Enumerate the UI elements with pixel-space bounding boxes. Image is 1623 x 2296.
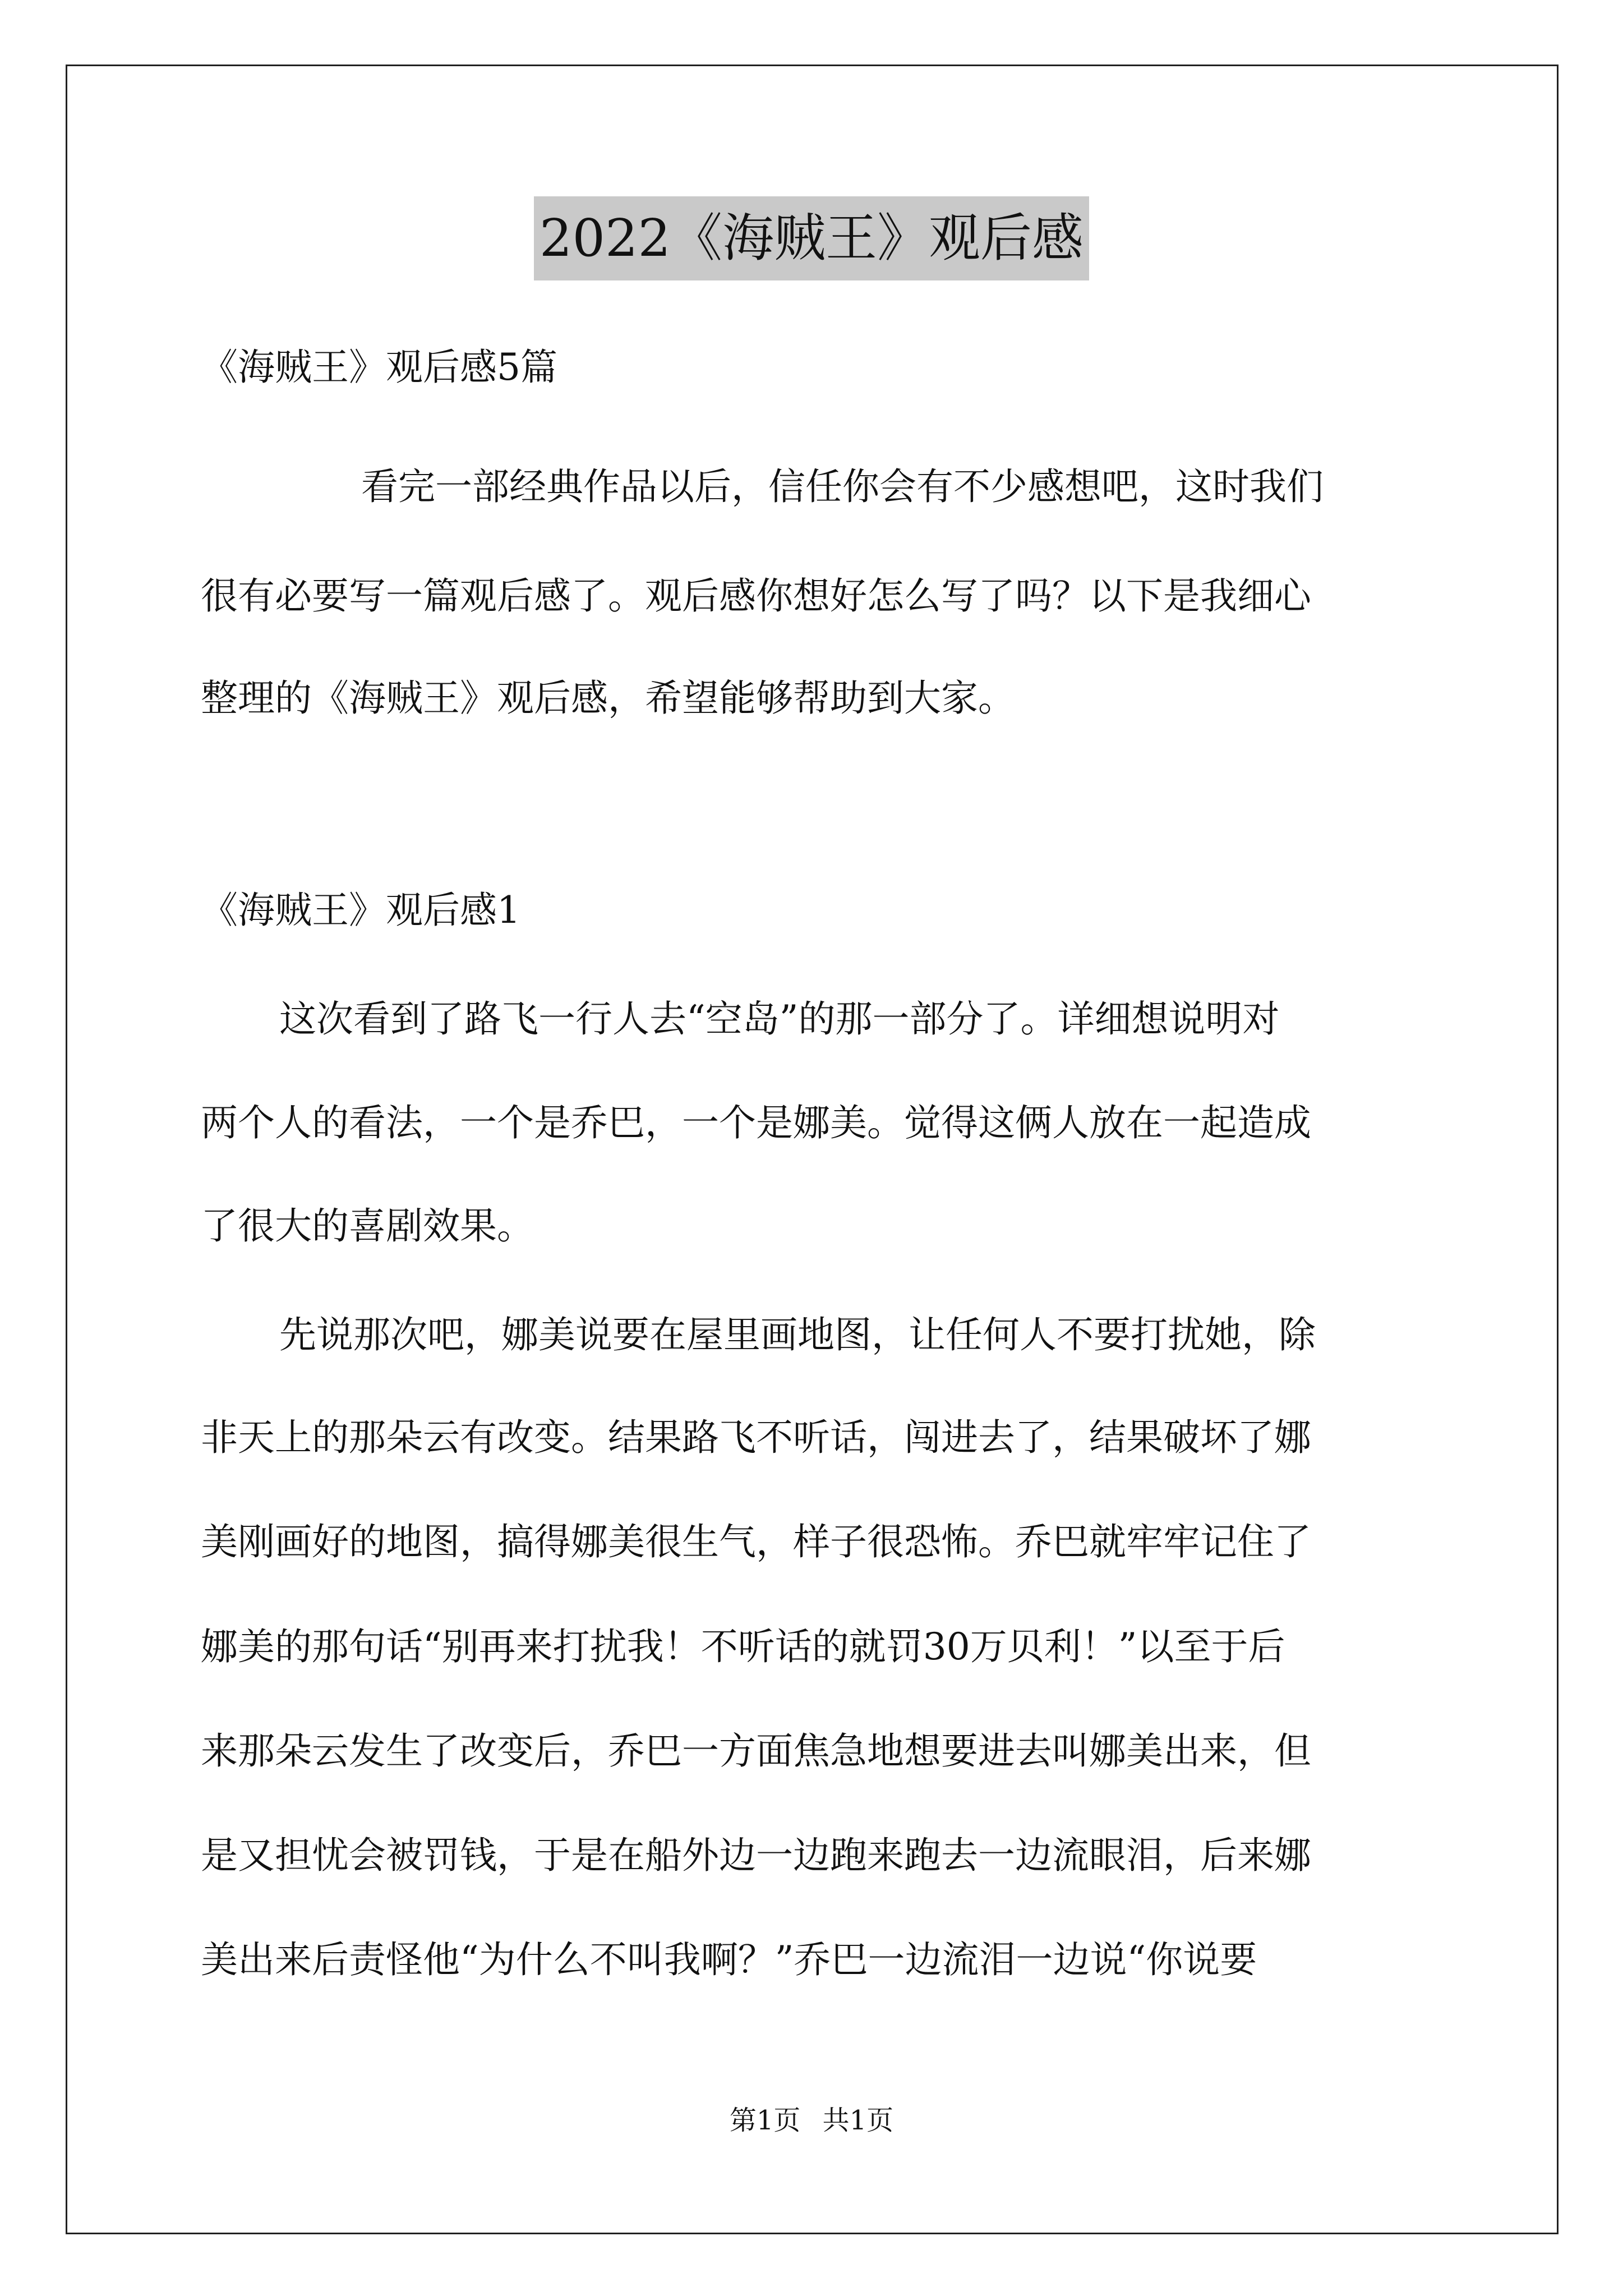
paragraph-line: 非天上的那朵云有改变。结果路飞不听话，闯进去了，结果破坏了娜 — [201, 1416, 1311, 1459]
paragraph-line: 来那朵云发生了改变后，乔巴一方面焦急地想要进去叫娜美出来，但 — [201, 1729, 1311, 1773]
subtitle: 《海贼王》观后感5篇 — [201, 346, 557, 389]
paragraph-line: 美出来后责怪他“为什么不叫我啊？”乔巴一边流泪一边说“你说要 — [201, 1938, 1257, 1981]
paragraph-line: 先说那次吧，娜美说要在屋里画地图，让任何人不要打扰她，除 — [279, 1313, 1316, 1356]
paragraph-line: 了很大的喜剧效果。 — [201, 1204, 534, 1248]
intro-line: 很有必要写一篇观后感了。观后感你想好怎么写了吗？以下是我细心 — [201, 574, 1311, 618]
paragraph-line: 这次看到了路飞一行人去“空岛”的那一部分了。详细想说明对 — [279, 997, 1280, 1041]
document-title — [0, 196, 1623, 280]
paragraph-line: 两个人的看法，一个是乔巴，一个是娜美。觉得这俩人放在一起造成 — [201, 1101, 1311, 1144]
intro-line: 整理的《海贼王》观后感，希望能够帮助到大家。 — [201, 677, 1015, 720]
section-heading: 《海贼王》观后感1 — [201, 889, 520, 932]
document-title-text: 2022《海贼王》观后感 — [534, 196, 1089, 280]
page-total: 共1页 — [822, 2105, 894, 2136]
page-number: 第1页 — [729, 2105, 801, 2136]
intro-line: 看完一部经典作品以后，信任你会有不少感想吧，这时我们 — [361, 465, 1324, 508]
paragraph-line: 娜美的那句话“别再来打扰我！不听话的就罚30万贝利！”以至于后 — [201, 1625, 1285, 1668]
page-footer — [0, 2101, 1623, 2140]
paragraph-line: 是又担忧会被罚钱，于是在船外边一边跑来跑去一边流眼泪，后来娜 — [201, 1834, 1311, 1877]
paragraph-line: 美刚画好的地图，搞得娜美很生气，样子很恐怖。乔巴就牢牢记住了 — [201, 1520, 1311, 1563]
